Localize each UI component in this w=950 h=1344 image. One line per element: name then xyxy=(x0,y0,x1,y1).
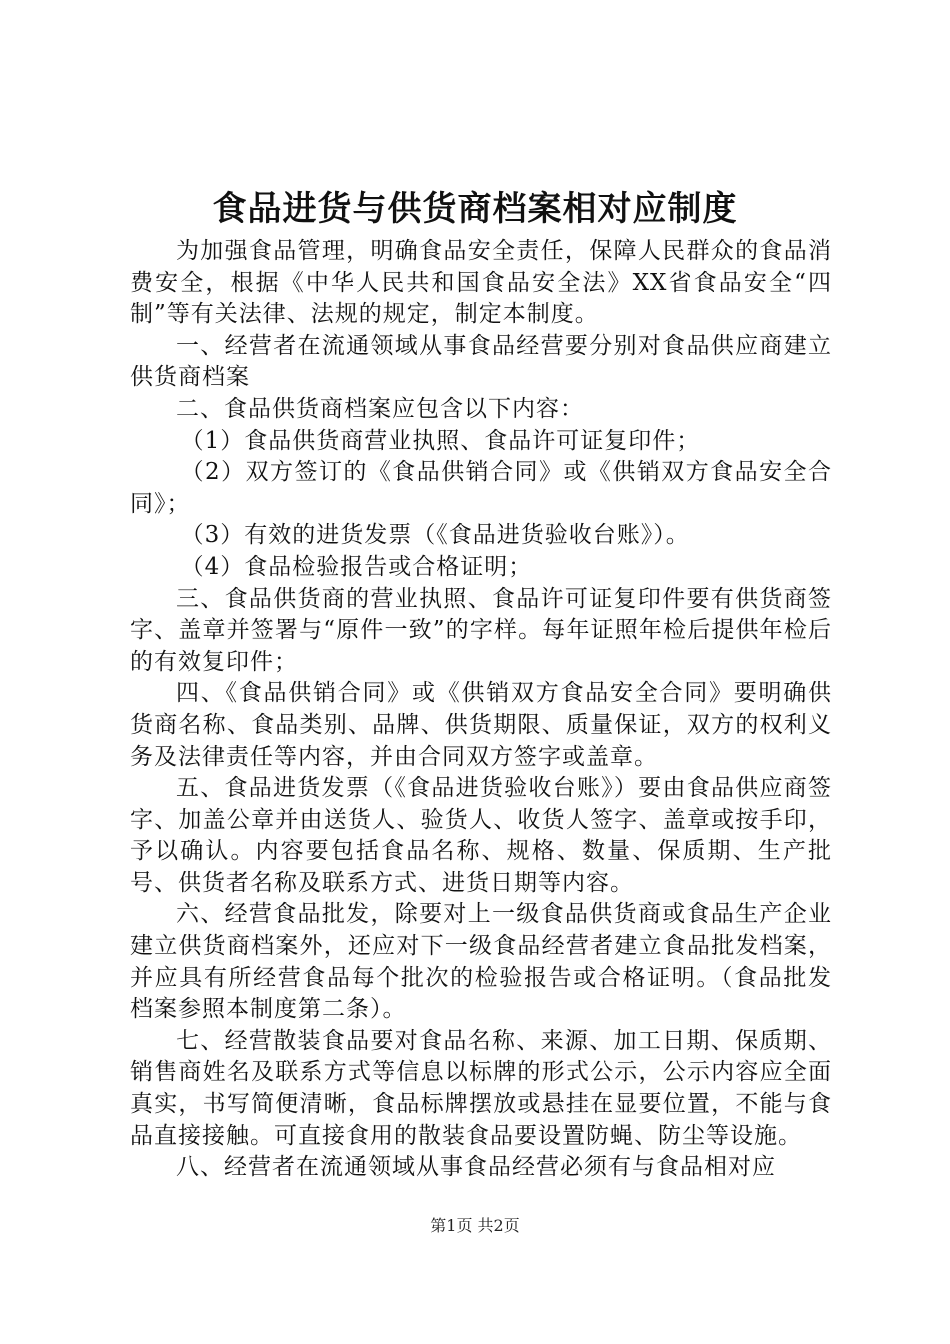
document-body xyxy=(130,236,832,1184)
paragraph-article-6: 六、经营食品批发，除要对上一级食品供货商或食品生产企业建立供货商档案外，还应对下一级食品经营者建立食品批发档案，并应具有所经营食品每个批次的检验报告或合格证明。（食品批发档案参照本制度第二条）。 xyxy=(130,901,832,1023)
paragraph-intro: 为加强食品管理，明确食品安全责任，保障人民群众的食品消费安全，根据《中华人民共和国食品安全法》XX省食品安全“四制”等有关法律、法规的规定，制定本制度。 xyxy=(130,238,832,328)
paragraph-article-1: 一、经营者在流通领域从事食品经营要分别对食品供应商建立供货商档案 xyxy=(130,332,832,391)
paragraph-article-7: 七、经营散装食品要对食品名称、来源、加工日期、保质期、销售商姓名及联系方式等信息以标牌的形式公示，公示内容应全面真实，书写简便清晰，食品标牌摆放或悬挂在显要位置，不能与食品直接接触。可直接食用的散装食品要设置防蝇、防尘等设施。 xyxy=(130,1027,832,1149)
paragraph-article-2: 二、食品供货商档案应包含以下内容： xyxy=(176,395,584,422)
paragraph-item-1: （1）食品供货商营业执照、食品许可证复印件； xyxy=(180,427,701,454)
paragraph-item-2: （2）双方签订的《食品供销合同》或《供销双方食品安全合同》； xyxy=(130,459,832,517)
paragraph-item-4: （4）食品检验报告或合格证明； xyxy=(180,553,533,580)
paragraph-item-3: （3）有效的进货发票（《食品进货验收台账》）。 xyxy=(180,522,690,549)
paragraph-article-4: 四、《食品供销合同》或《供销双方食品安全合同》要明确供货商名称、食品类别、品牌、供货期限、质量保证，双方的权利义务及法律责任等内容，并由合同双方签字或盖章。 xyxy=(130,680,832,770)
paragraph-article-8: 八、经营者在流通领域从事食品经营必须有与食品相对应 xyxy=(176,1154,776,1181)
paragraph-article-3: 三、食品供货商的营业执照、食品许可证复印件要有供货商签字、盖章并签署与“原件一致”的字样。每年证照年检后提供年检后的有效复印件； xyxy=(130,585,832,675)
page-number-footer: 第1页 共2页 xyxy=(430,1216,520,1235)
paragraph-article-5: 五、食品进货发票（《食品进货验收台账》）要由食品供应商签字、加盖公章并由送货人、验货人、收货人签字、盖章或按手印，予以确认。内容要包括食品名称、规格、数量、保质期、生产批号、供货者名称及联系方式、进货日期等内容。 xyxy=(130,775,832,896)
document-title: 食品进货与供货商档案相对应制度 xyxy=(212,189,738,229)
